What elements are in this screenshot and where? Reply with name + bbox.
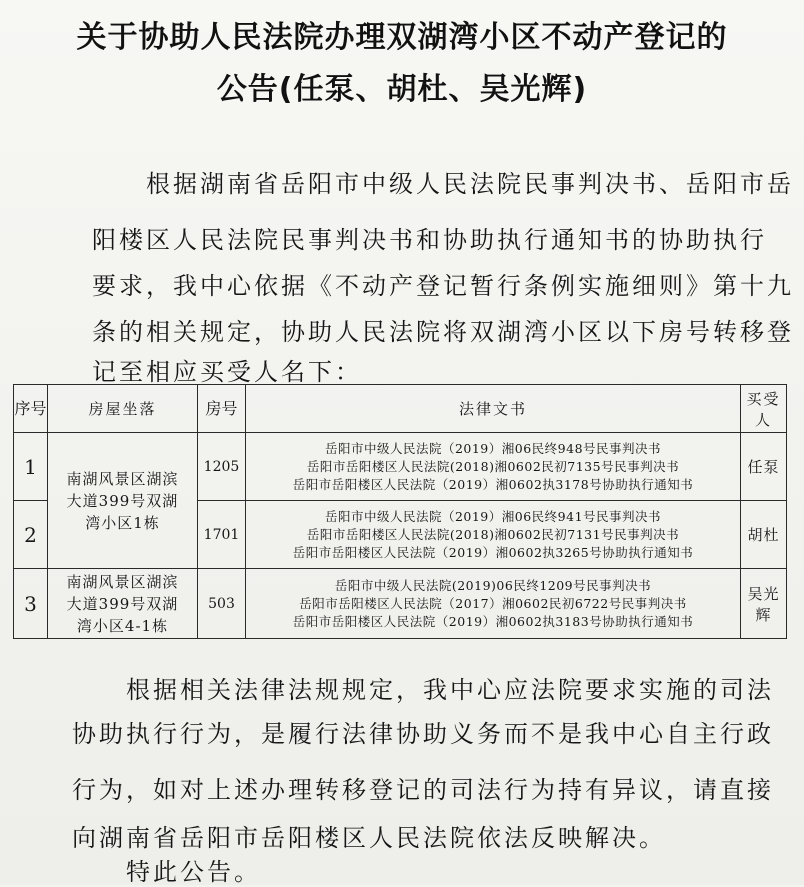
closing-paragraph-line-2: 协助执行行为，是履行法律协助义务而不是我中心自主行政 <box>72 720 774 748</box>
row-documents <box>246 501 741 569</box>
document-line: 岳阳市岳阳楼区人民法院(2018)湘0602民初7131号民事判决书 <box>306 526 680 542</box>
location-line: 南湖风景区湖滨 <box>66 572 179 591</box>
location-line: 大道399号双湖 <box>66 594 179 613</box>
table-header-row <box>14 385 787 433</box>
table-row <box>14 433 787 501</box>
row-location <box>48 569 198 639</box>
row-buyer: 胡杜 <box>741 501 787 569</box>
row-index: 1 <box>14 433 48 501</box>
closing-paragraph-line-4: 向湖南省岳阳市岳阳楼区人民法院依法反映解决。 <box>72 824 666 852</box>
document-line: 岳阳市中级人民法院（2019）湘06民终941号民事判决书 <box>324 508 662 524</box>
row-documents <box>246 433 741 501</box>
intro-paragraph-line-5: 记至相应买受人名下： <box>92 358 362 386</box>
row-room: 1205 <box>198 433 246 501</box>
row-documents <box>246 569 741 639</box>
header-buyer: 买受人 <box>741 385 787 433</box>
intro-paragraph-line-4: 条的相关规定，协助人民法院将双湖湾小区以下房号转移登 <box>92 318 794 346</box>
row-index: 3 <box>14 569 48 639</box>
table-row <box>14 569 787 639</box>
document-line: 岳阳市中级人民法院（2019）湘06民终948号民事判决书 <box>324 440 662 456</box>
notice-title-line-1: 关于协助人民法院办理双湖湾小区不动产登记的 <box>76 20 728 55</box>
location-line: 湾小区1栋 <box>85 513 160 532</box>
header-seq: 序号 <box>14 385 48 433</box>
row-location-shared <box>48 433 198 569</box>
header-documents: 法律文书 <box>246 385 741 433</box>
row-buyer: 吴光辉 <box>741 569 787 639</box>
document-line: 岳阳市岳阳楼区人民法院（2019）湘0602执3265号协助执行通知书 <box>292 544 694 560</box>
registration-table <box>13 384 787 639</box>
location-line: 大道399号双湖 <box>66 491 179 510</box>
header-room: 房号 <box>198 385 246 433</box>
closing-sign-off: 特此公告。 <box>126 858 261 886</box>
location-line: 南湖风景区湖滨 <box>66 469 179 488</box>
intro-paragraph-line-2: 阳楼区人民法院民事判决书和协助执行通知书的协助执行 <box>92 226 767 254</box>
document-line: 岳阳市中级人民法院(2019)06民终1209号民事判决书 <box>334 577 652 593</box>
notice-title-line-2: 公告(任泵、胡杜、吴光辉) <box>216 72 588 107</box>
row-room: 503 <box>198 569 246 639</box>
closing-paragraph-line-1: 根据相关法律法规规定，我中心应法院要求实施的司法 <box>126 676 774 704</box>
header-location: 房屋坐落 <box>48 385 198 433</box>
row-room: 1701 <box>198 501 246 569</box>
document-line: 岳阳市岳阳楼区人民法院（2019）湘0602执3183号协助执行通知书 <box>292 613 694 629</box>
intro-paragraph-line-1: 根据湖南省岳阳市中级人民法院民事判决书、岳阳市岳 <box>146 170 794 198</box>
closing-paragraph-line-3: 行为，如对上述办理转移登记的司法行为持有异议，请直接 <box>72 776 774 804</box>
row-index: 2 <box>14 501 48 569</box>
document-line: 岳阳市岳阳楼区人民法院(2018)湘0602民初7135号民事判决书 <box>306 458 680 474</box>
location-line: 湾小区4-1栋 <box>76 616 169 635</box>
document-line: 岳阳市岳阳楼区人民法院（2017）湘0602民初6722号民事判决书 <box>299 595 687 611</box>
row-buyer: 任泵 <box>741 433 787 501</box>
intro-paragraph-line-3: 要求，我中心依据《不动产登记暂行条例实施细则》第十九 <box>92 272 794 300</box>
document-line: 岳阳市岳阳楼区人民法院（2019）湘0602执3178号协助执行通知书 <box>292 476 694 492</box>
